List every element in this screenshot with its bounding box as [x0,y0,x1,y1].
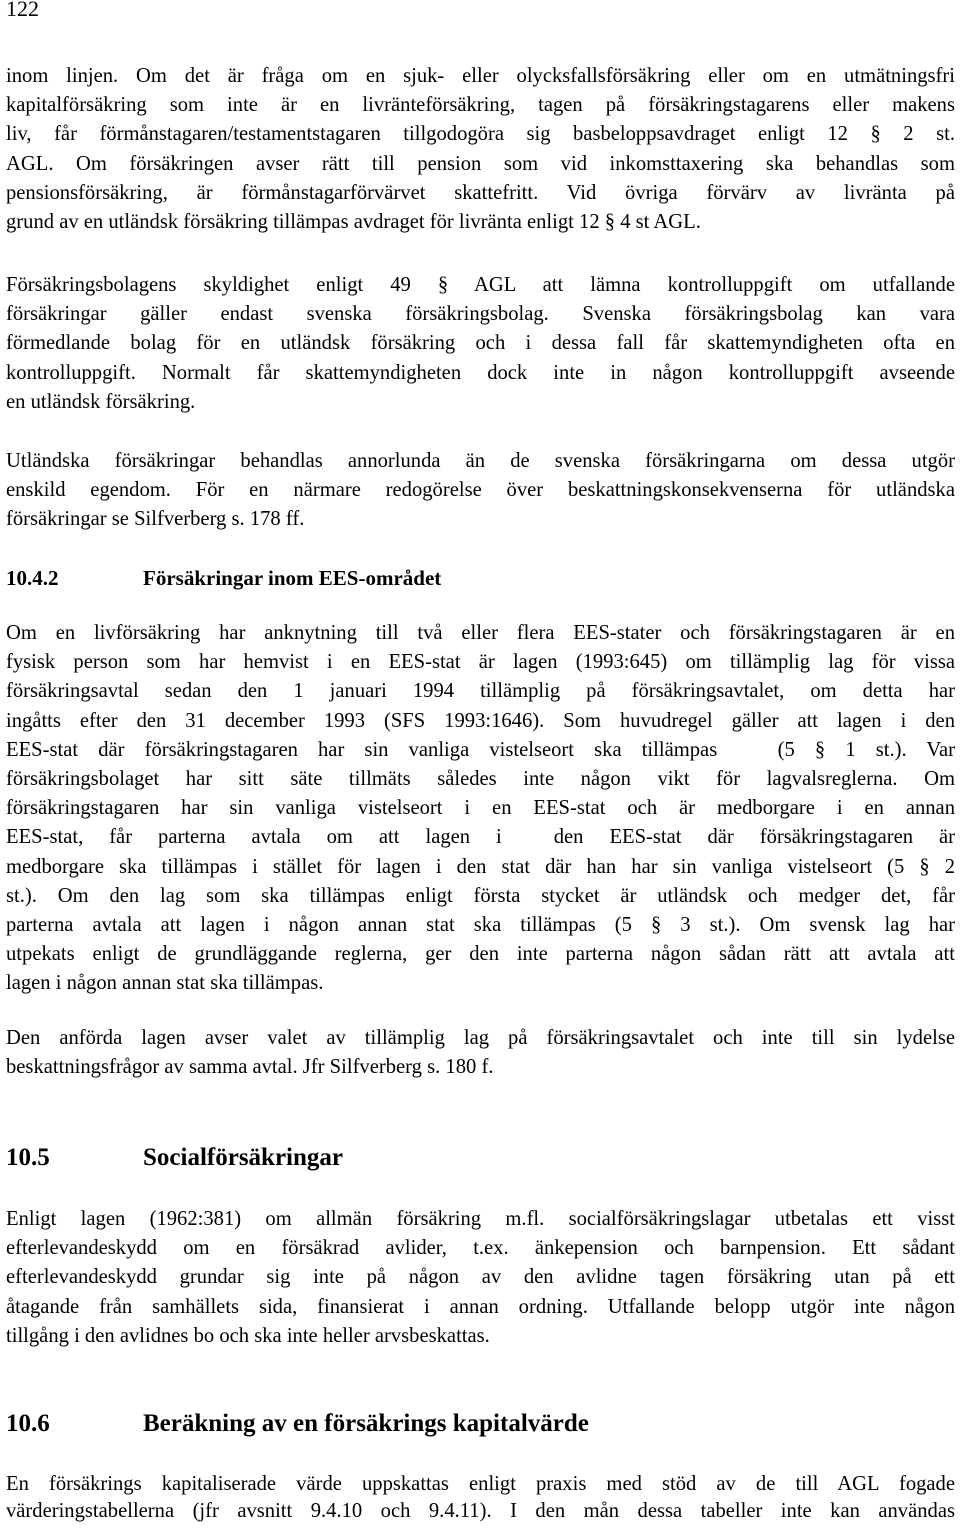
text-line: försäkringsavtal sedan den 1 januari 1994 tillämplig på försäkringsavtalet, om detta har [6,680,955,703]
text-line: värderingstabellerna (jfr avsnitt 9.4.10 och 9.4.11). I den mån dessa tabeller inte kan användas [6,1500,955,1522]
section-heading-10-4-2 [6,564,441,592]
text-line: medborgare ska tillämpas i stället för lagen i den stat där han har sin vanliga vistelseort (5 § 2 [6,855,955,878]
text-line: Enligt lagen (1962:381) om allmän försäkring m.fl. socialförsäkringslagar utbetalas ett visst [6,1208,955,1230]
section-title: Socialförsäkringar [143,1144,343,1171]
text-line: Om en livförsäkring har anknytning till två eller flera EES-stater och försäkringstagaren är en [6,622,955,644]
text-line: försäkringstagaren har sin vanliga vistelseort i en EES-stat och är medborgare i en annan [6,797,955,820]
text-line: försäkringar se Silfverberg s. 178 ff. [6,508,305,531]
text-line: AGL. Om försäkringen avser rätt till pension som vid inkomsttaxering ska behandlas som [6,152,955,175]
text-line: lagen i någon annan stat ska tillämpas. [6,972,324,995]
section-number: 10.6 [6,1410,50,1437]
section-heading-10-5 [6,1143,343,1173]
text-line: utpekats enligt de grundläggande reglerna, ger den inte parterna någon sådan rätt att avtala att [6,943,955,966]
paragraph-foreign-insurance-deduction [6,62,955,237]
paragraph-capital-value [6,1471,955,1525]
text-line: EES-stat, får parterna avtala om att lagen i den EES-stat där försäkringstagaren är [6,826,955,849]
text-line: försäkringar gäller endast svenska försäkringsbolag. Svenska försäkringsbolag kan vara [6,303,955,326]
paragraph-social-insurance [6,1205,955,1351]
text-line: pensionsförsäkring, är förmånstagarförvärvet skattefritt. Vid övriga förvärv av livränta på [6,181,955,204]
text-line: efterlevandeskydd om en försäkrad avlider, t.ex. änkepension och barnpension. Ett sådant [6,1237,955,1260]
text-line: Försäkringsbolagens skyldighet enligt 49 § AGL att lämna kontrolluppgift om utfallande [6,274,955,296]
text-line: fysisk person som har hemvist i en EES-stat är lagen (1993:645) om tillämplig lag för vissa [6,651,955,674]
text-line: EES-stat där försäkringstagaren har sin vanliga vistelseort ska tillämpas (5 § 1 st.). Var [6,738,955,761]
text-line: inom linjen. Om det är fråga om en sjuk- eller olycksfallsförsäkring eller om en utmätningsfri [6,65,955,87]
text-line: efterlevandeskydd grundar sig inte på någon av den avlidne tagen försäkring utan på ett [6,1266,955,1289]
section-number: 10.4.2 [6,566,59,590]
text-line: grund av en utländsk försäkring tillämpas avdraget för livränta enligt 12 § 4 st AGL. [6,210,701,233]
text-line: kontrolluppgift. Normalt får skattemyndigheten dock inte in någon kontrolluppgift avseende [6,361,955,384]
text-line: Den anförda lagen avser valet av tillämplig lag på försäkringsavtalet och inte till sin lydelse [6,1027,955,1049]
text-line: försäkringsbolaget har sitt säte tillmäts således inte någon vikt för lagvalsreglerna. Om [6,767,955,790]
section-title: Beräkning av en försäkrings kapitalvärde [143,1410,589,1437]
paragraph-applicable-law [6,1024,955,1082]
section-number: 10.5 [6,1144,50,1171]
paragraph-foreign-insurance-treatment [6,447,955,535]
text-line: st.). Om den lag som ska tillämpas enligt första stycket är utländsk och medger det, får [6,884,955,907]
text-line: kapitalförsäkring som inte är en livränteförsäkring, tagen på försäkringstagarens eller makens [6,94,955,117]
text-line: En försäkrings kapitaliserade värde uppskattas enligt praxis med stöd av de till AGL fogade [6,1473,955,1495]
text-line: liv, får förmånstagaren/testamentstagaren tillgodogöra sig basbeloppsavdraget enligt 12 § 2 st. [6,123,955,146]
text-line: ingåtts efter den 31 december 1993 (SFS 1993:1646). Som huvudregel gäller att lagen i den [6,709,955,732]
section-title: Försäkringar inom EES-området [143,566,442,590]
text-line: tillgång i den avlidnes bo och ska inte heller arvsbeskattas. [6,1324,490,1347]
text-line: enskild egendom. För en närmare redogörelse över beskattningskonsekvenserna för utländska [6,479,955,502]
text-line: parterna avtala att lagen i någon annan stat ska tillämpas (5 § 3 st.). Om svensk lag har [6,913,955,936]
paragraph-ees-insurance [6,619,955,998]
text-line: åtagande från samhällets sida, finansierat i annan ordning. Utfallande belopp utgör inte någon [6,1295,955,1318]
section-heading-10-6 [6,1409,589,1439]
page-number: 122 [6,0,39,21]
text-line: en utländsk försäkring. [6,390,196,413]
text-line: Utländska försäkringar behandlas annorlunda än de svenska försäkringarna om dessa utgör [6,450,955,472]
paragraph-control-statement [6,271,955,417]
text-line: beskattningsfrågor av samma avtal. Jfr Silfverberg s. 180 f. [6,1056,494,1079]
text-line: förmedlande bolag för en utländsk försäkring och i dessa fall får skattemyndigheten ofta en [6,332,955,355]
